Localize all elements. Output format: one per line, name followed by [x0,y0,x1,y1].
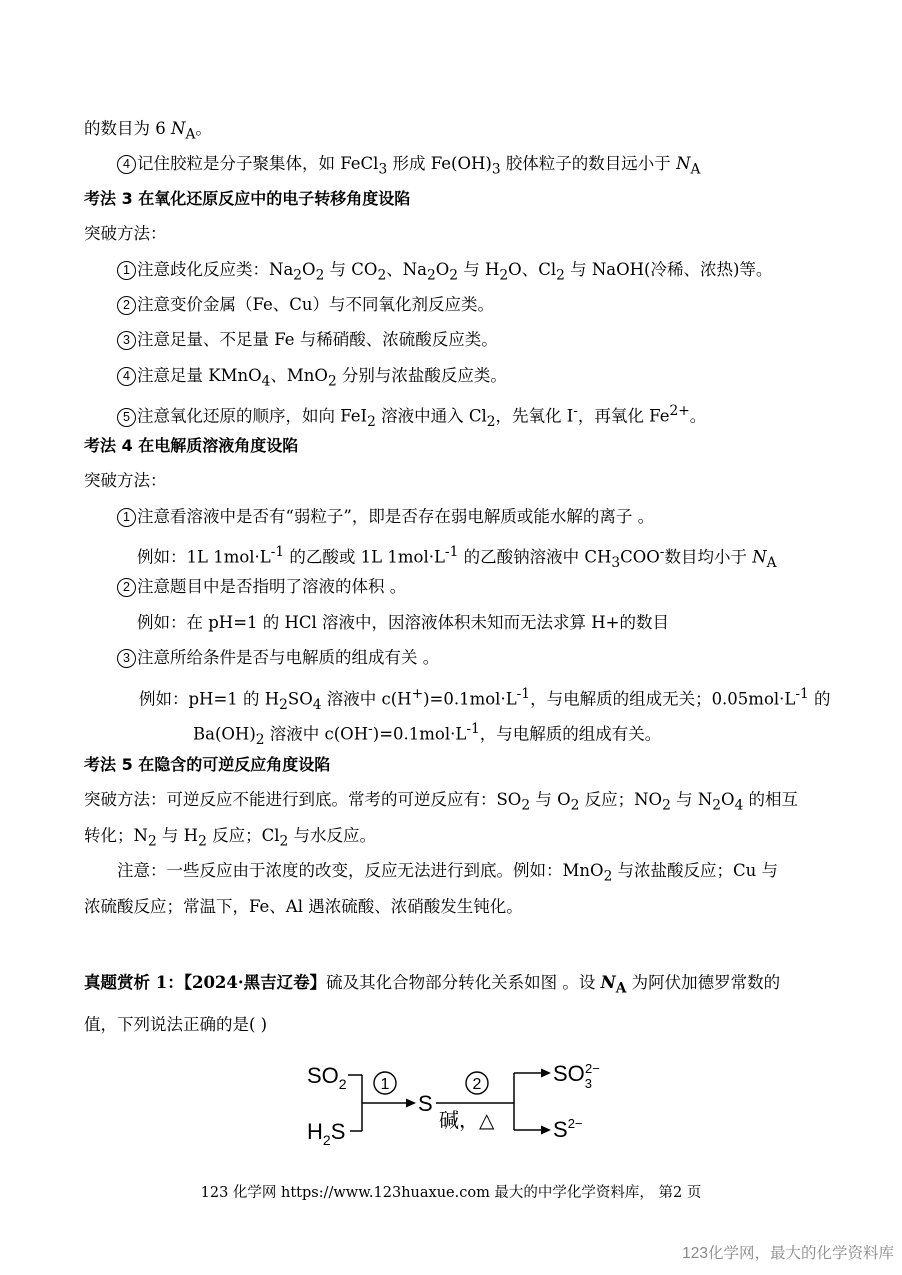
text-line: 突破方法： [84,471,167,490]
example-line: 例如：pH=1 的 $H_2SO_4$ 溶液中 $c(H^+)=0.1mol\cdot L^{-1}$，与电解质的组成无关；$0.05mol\cdot L^{-1}$ 的 [139,686,831,713]
section-heading: 考法 4 在电解质溶液角度设陷 [84,436,299,455]
so3-label: $SO_32-$ [553,1061,600,1091]
s2-label: $S^{2-}$ [553,1116,583,1142]
step-1-number: 1 [380,1076,390,1093]
section-heading: 考法 3 在氧化还原反应中的电子转移角度设陷 [84,189,411,208]
list-item: 3 注意足量、不足量 Fe 与稀硝酸、浓硫酸反应类。 [117,329,498,351]
list-item: 3 注意所给条件是否与电解质的组成有关 。 [117,647,439,669]
sulfur-conversion-diagram [0,1040,902,1155]
example-line: $Ba(OH)_2$ 溶液中 $c(OH^-)=0.1mol\cdot L^{-1}$，与电解质的组成有关。 [193,721,662,748]
arrow-head [406,1099,416,1108]
text-line: 突破方法： [84,224,167,243]
list-item: 1 注意歧化反应类：$Na_2O_2$ 与 $CO_2$、$Na_2O_2$ 与 $H_2O$、$Cl_2$ 与 NaOH(冷稀、浓热)等。 [117,259,772,286]
example-line: 例如：在 pH=1 的 HCl 溶液中，因溶液体积未知而无法求算 H+的数目 [137,613,670,632]
list-item: 4 记住胶粒是分子聚集体，如 FeCl$_3$ 形成 $Fe(OH)_3$ 胶体粒子的数目远小于 $N_A$ [117,153,700,180]
watermark: 123化学网，最大的化学资料库 [682,1245,894,1262]
text-line: 的数目为 6 $N_A$。 [84,119,212,143]
list-item: 5 注意氧化还原的顺序，如向 FeI$_2$ 溶液中通入 $Cl_2$，先氧化 I-，再氧化 $Fe^{2+}$。 [117,400,706,433]
example-line: 例如：1L $1mol\cdot L^{-1}$ 的乙酸或 1L $1mol\cdot L^{-1}$ 的乙酸钠溶液中 $CH_3COO^-$数目均小于 $N_A$ [137,544,777,571]
condition-label: 碱，△ [439,1110,495,1132]
text-line: 浓硫酸反应；常温下，Fe、Al 遇浓硫酸、浓硝酸发生钝化。 [84,897,523,916]
question-stem: 值，下列说法正确的是( ) [84,1015,268,1034]
h2s-label: $H_2S$ [307,1119,346,1148]
list-item: 4 注意足量 KMnO$_4$、MnO$_2$ 分别与浓盐酸反应类。 [117,365,507,392]
arrow-head [541,1126,551,1135]
section-heading: 考法 5 在隐含的可逆反应角度设陷 [84,755,331,774]
question-stem: 真题赏析 1：【2024·黑吉辽卷】硫及其化合物部分转化关系如图 。设 $N_A$ 为阿伏加德罗常数的 [84,973,781,997]
step-2-number: 2 [472,1076,482,1093]
text-line: 突破方法：可逆反应不能进行到底。常考的可逆反应有：$SO_2$ 与 $O_2$ 反应；$NO_2$ 与 $N_2O_4$ 的相互 [84,790,799,814]
list-item: 1 注意看溶液中是否有“弱粒子”，即是否存在弱电解质或能水解的离子 。 [117,506,654,528]
text-line: 注意：一些反应由于浓度的改变，反应无法进行到底。例如：MnO$_2$ 与浓盐酸反应；Cu 与 [117,861,779,885]
list-item: 2 注意变价金属（Fe、Cu）与不同氧化剂反应类。 [117,294,494,316]
list-item: 2 注意题目中是否指明了溶液的体积 。 [117,576,406,598]
arrow-head [541,1069,551,1078]
text-line: 转化；$N_2$ 与 $H_2$ 反应；$Cl_2$ 与水反应。 [84,826,376,850]
page-footer: 123 化学网 https://www.123huaxue.com 最大的中学化学资料库， 第2 页 [200,1185,702,1201]
so2-label: $SO_2$ [307,1063,347,1092]
s-label: S [418,1091,433,1116]
